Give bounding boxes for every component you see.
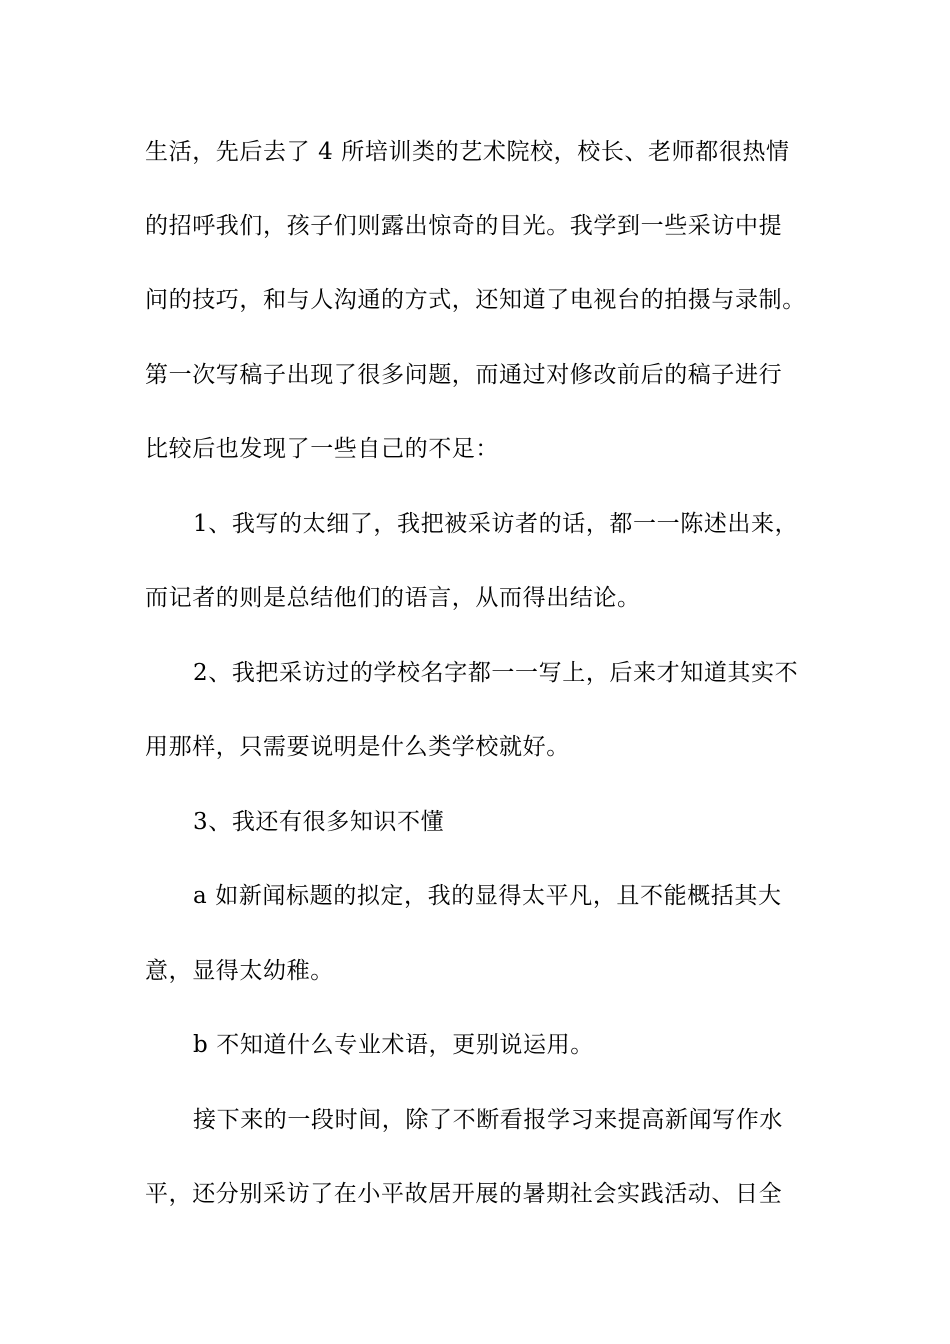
text-line: 生活，先后去了 4 所培训类的艺术院校，校长、老师都很热情 [145, 139, 790, 165]
text-line: 问的技巧，和与人沟通的方式，还知道了电视台的拍摄与录制。 [145, 287, 806, 313]
list-item-2: 2、我把采访过的学校名字都一一写上，后来才知道其实不 [193, 660, 799, 686]
list-item-1: 1、我写的太细了，我把被采访者的话，都一一陈述出来， [193, 511, 799, 537]
text-line: 而记者的则是总结他们的语言，从而得出结论。 [145, 585, 641, 611]
list-item-3: 3、我还有很多知识不懂 [193, 809, 445, 835]
sub-item-b: b 不知道什么专业术语，更别说运用。 [193, 1032, 594, 1058]
text-line: 的招呼我们，孩子们则露出惊奇的目光。我学到一些采访中提 [145, 213, 783, 239]
paragraph-start: 接下来的一段时间，除了不断看报学习来提高新闻写作水 [193, 1107, 783, 1133]
text-line: 意，显得太幼稚。 [145, 958, 334, 984]
text-line: 第一次写稿子出现了很多问题，而通过对修改前后的稿子进行 [145, 362, 783, 388]
text-line: 用那样，只需要说明是什么类学校就好。 [145, 734, 570, 760]
text-line: 平，还分别采访了在小平故居开展的暑期社会实践活动、日全 [145, 1181, 783, 1207]
sub-item-a: a 如新闻标题的拟定，我的显得太平凡，且不能概括其大 [193, 883, 782, 909]
text-line: 比较后也发现了一些自己的不足： [145, 436, 499, 462]
